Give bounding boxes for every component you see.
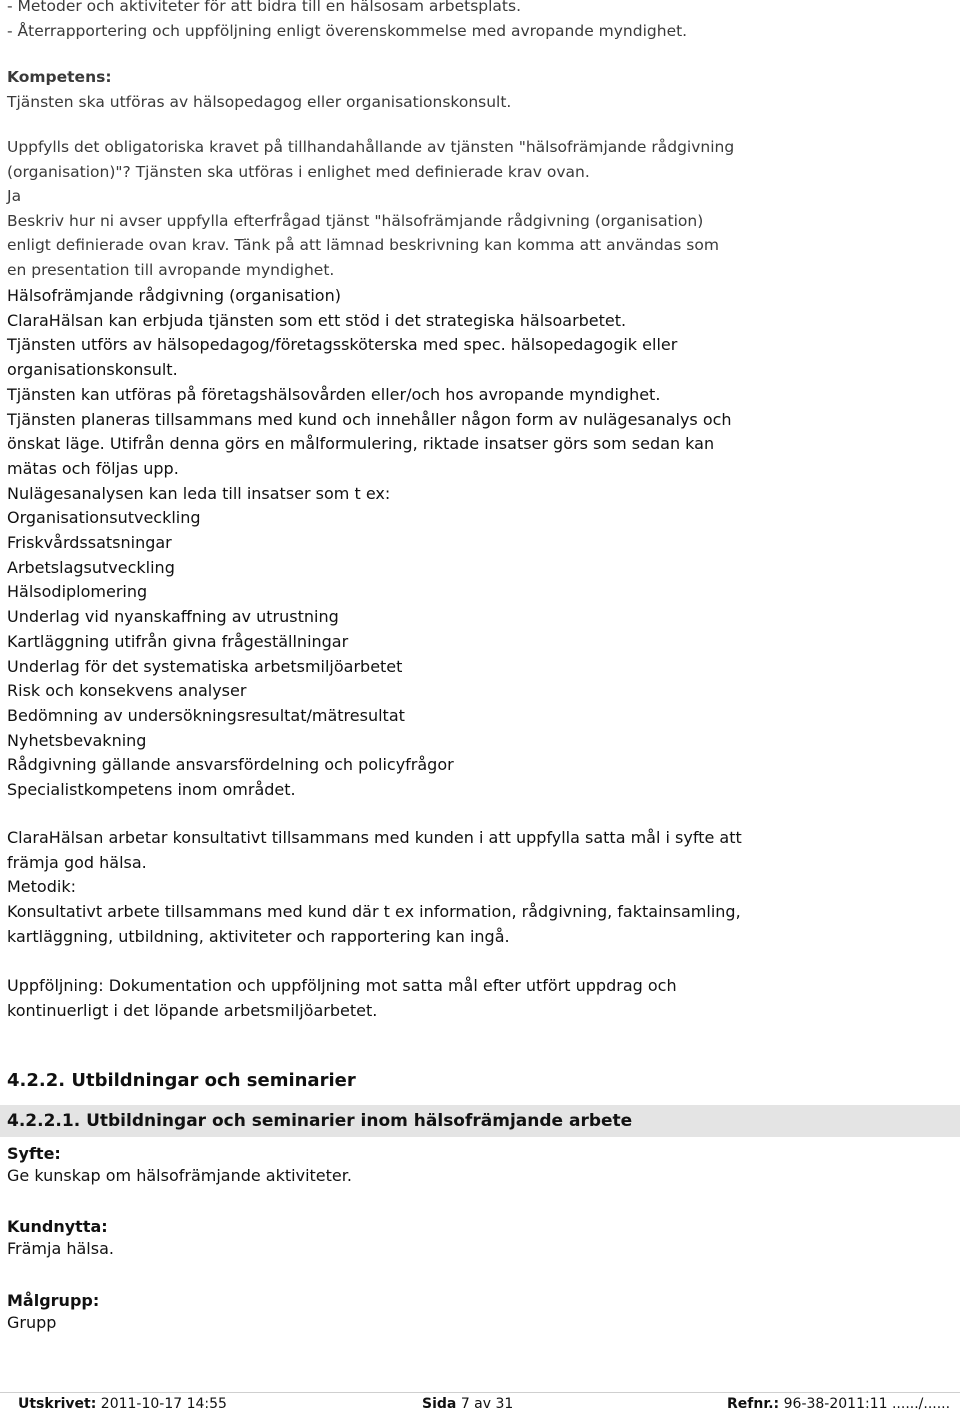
requirement-question <box>7 135 734 282</box>
method-paragraph <box>7 826 742 950</box>
body-line: Metodik: <box>7 877 76 897</box>
question-line: Uppfylls det obligatoriska kravet på tillhandahållande av tjänsten "hälsofrämjande rådgivning <box>7 138 735 156</box>
response-body <box>7 284 732 803</box>
body-line: Tjänsten utförs av hälsopedagog/företagssköterska med spec. hälsopedagogik eller <box>7 335 678 355</box>
list-item: Arbetslagsutveckling <box>7 557 175 577</box>
body-line: kontinuerligt i det löpande arbetsmiljöarbetet. <box>7 1000 378 1020</box>
ref-label: Refnr.: <box>727 1396 780 1412</box>
syfte-label: Syfte: <box>7 1144 61 1163</box>
list-item: Nyhetsbevakning <box>7 730 147 750</box>
body-line: Hälsofrämjande rådgivning (organisation) <box>7 286 341 305</box>
body-line: Tjänsten planeras tillsammans med kund och innehåller någon form av nulägesanalys och <box>7 409 732 429</box>
body-line: Tjänsten kan utföras på företagshälsovården eller/och hos avropande myndighet. <box>7 384 661 404</box>
body-line: Nulägesanalysen kan leda till insatser som t ex: <box>7 483 391 503</box>
describe-line: enligt definierade ovan krav. Tänk på att lämnad beskrivning kan komma att användas som <box>7 236 719 254</box>
body-line: främja god hälsa. <box>7 852 147 872</box>
printed-value: 2011-10-17 14:55 <box>100 1396 227 1412</box>
section-heading: 4.2.2. Utbildningar och seminarier <box>7 1070 356 1091</box>
list-item: Specialistkompetens inom området. <box>7 780 296 800</box>
list-item: Friskvårdssatsningar <box>7 533 172 553</box>
list-item: Bedömning av undersökningsresultat/mätresultat <box>7 705 405 725</box>
kundnytta-text: Främja hälsa. <box>7 1239 114 1258</box>
malgrupp-text: Grupp <box>7 1313 57 1332</box>
kompetens-label: Kompetens: <box>7 68 112 86</box>
answer-value: Ja <box>7 187 22 205</box>
describe-line: en presentation till avropande myndighet. <box>7 260 335 279</box>
question-line: (organisation)"? Tjänsten ska utföras i enlighet med definierade krav ovan. <box>7 162 590 181</box>
list-item: Underlag för det systematiska arbetsmiljöarbetet <box>7 656 403 676</box>
printed-label: Utskrivet: <box>18 1396 97 1412</box>
list-item: Organisationsutveckling <box>7 508 201 528</box>
body-line: mätas och följas upp. <box>7 458 179 478</box>
list-item: Kartläggning utifrån givna frågeställningar <box>7 631 349 651</box>
page-label: Sida <box>422 1396 457 1412</box>
intro-bullets <box>7 0 687 43</box>
body-line: ClaraHälsan kan erbjuda tjänsten som ett stöd i det strategiska hälsoarbetet. <box>7 310 627 330</box>
footer-printed <box>18 1394 227 1414</box>
syfte-block <box>7 1143 352 1189</box>
subsection-heading: 4.2.2.1. Utbildningar och seminarier inom hälsofrämjande arbete <box>7 1111 633 1131</box>
body-line: kartläggning, utbildning, aktiviteter och rapportering kan ingå. <box>7 926 510 946</box>
followup-paragraph <box>7 974 677 1023</box>
kundnytta-block <box>7 1216 114 1262</box>
malgrupp-label: Målgrupp: <box>7 1291 100 1310</box>
body-line: Konsultativt arbete tillsammans med kund där t ex information, rådgivning, faktainsamling, <box>7 902 741 922</box>
malgrupp-block <box>7 1290 99 1336</box>
footer-refnr <box>727 1394 950 1414</box>
kompetens-text: Tjänsten ska utföras av hälsopedagog eller organisationskonsult. <box>7 92 512 111</box>
bullet-line: - Återrapportering och uppföljning enligt överenskommelse med avropande myndighet. <box>7 21 688 40</box>
list-item: Rådgivning gällande ansvarsfördelning och policyfrågor <box>7 755 454 775</box>
list-item: Hälsodiplomering <box>7 582 148 602</box>
kompetens-block <box>7 65 511 114</box>
body-line: organisationskonsult. <box>7 360 178 380</box>
ref-value: 96-38-2011:11 ....../...... <box>783 1396 951 1412</box>
page-value: 7 av 31 <box>460 1396 514 1412</box>
describe-line: Beskriv hur ni avser uppfylla efterfrågad tjänst "hälsofrämjande rådgivning (organisation) <box>7 211 704 230</box>
body-line: önskat läge. Utifrån denna görs en målformulering, riktade insatser görs som sedan kan <box>7 434 715 454</box>
footer-page <box>422 1394 513 1414</box>
syfte-text: Ge kunskap om hälsofrämjande aktiviteter. <box>7 1166 352 1185</box>
body-line: Uppföljning: Dokumentation och uppföljning mot satta mål efter utfört uppdrag och <box>7 976 677 995</box>
list-item: Risk och konsekvens analyser <box>7 681 247 701</box>
body-line: ClaraHälsan arbetar konsultativt tillsammans med kunden i att uppfylla satta mål i syfte att <box>7 828 742 847</box>
list-item: Underlag vid nyanskaffning av utrustning <box>7 607 339 627</box>
kundnytta-label: Kundnytta: <box>7 1217 108 1236</box>
page-footer <box>0 1392 960 1413</box>
bullet-line: - Metoder och aktiviteter för att bidra till en hälsosam arbetsplats. <box>7 0 522 15</box>
